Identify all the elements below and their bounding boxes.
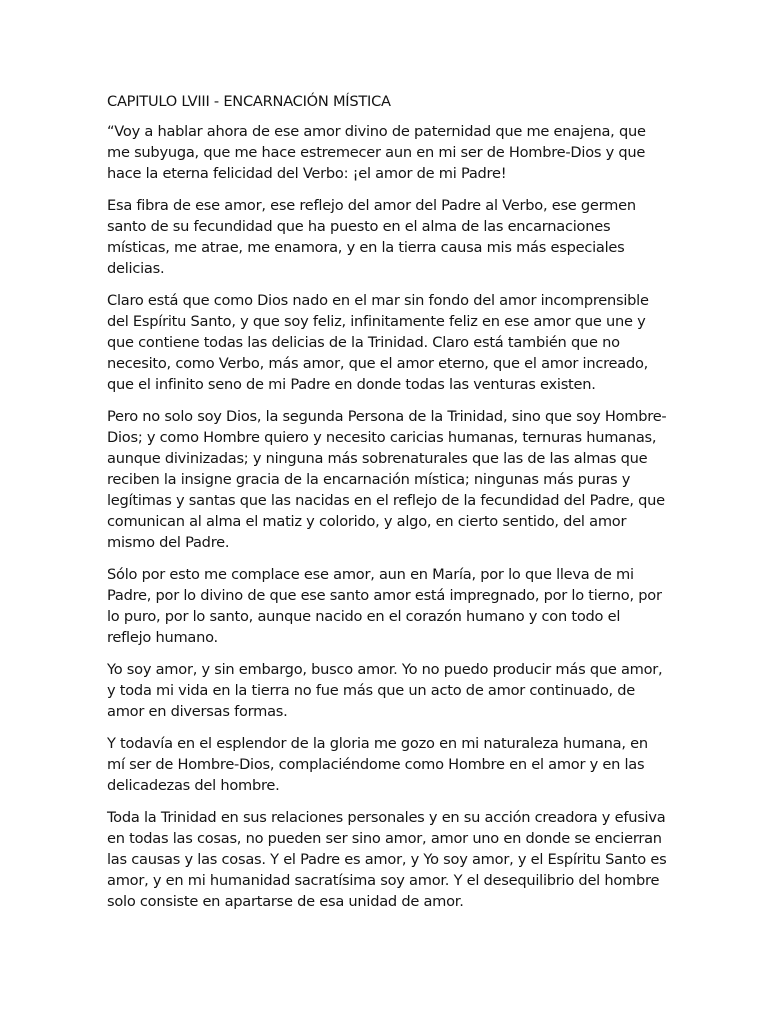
- chapter-title: CAPITULO LVIII - ENCARNACIÓN MÍSTICA: [107, 93, 391, 110]
- paragraph-6: Yo soy amor, y sin embargo, busco amor. Yo no puedo producir más que amor, y toda mi vida en la tierra no fue más que un acto de amor continuado, de amor en diversas formas.: [107, 661, 663, 720]
- paragraph-4: Pero no solo soy Dios, la segunda Persona de la Trinidad, sino que soy Hombre-Dios; y como Hombre quiero y necesito caricias humanas, ternuras humanas, aunque divinizadas; y ninguna más sobrenaturales que las de las almas que reciben la insigne gracia de la encarnación mística; ningunas más puras y legítimas y santas que las nacidas en el reflejo de la fecundidad del Padre, que comunican al alma el matiz y colorido, y algo, en cierto sentido, del amor mismo del Padre.: [107, 408, 667, 551]
- paragraph-3: Claro está que como Dios nado en el mar sin fondo del amor incomprensible del Espíritu Santo, y que soy feliz, infinitamente feliz en ese amor que une y que contiene todas las delicias de la Trinidad. Claro está también que no necesito, como Verbo, más amor, que el amor eterno, que el amor increado, que el infinito seno de mi Padre en donde todas las venturas existen.: [107, 292, 649, 393]
- paragraph-7: Y todavía en el esplendor de la gloria me gozo en mi naturaleza humana, en mí ser de Hombre-Dios, complaciéndome como Hombre en el amor y en las delicadezas del hombre.: [107, 735, 648, 794]
- paragraph-8: Toda la Trinidad en sus relaciones personales y en su acción creadora y efusiva en todas las cosas, no pueden ser sino amor, amor uno en donde se encierran las causas y las cosas. Y el Padre es amor, y Yo soy amor, y el Espíritu Santo es amor, y en mi humanidad sacratísima soy amor. Y el desequilibrio del hombre solo consiste en apartarse de esa unidad de amor.: [107, 809, 667, 910]
- paragraph-5: Sólo por esto me complace ese amor, aun en María, por lo que lleva de mi Padre, por lo divino de que ese santo amor está impregnado, por lo tierno, por lo puro, por lo santo, aunque nacido en el corazón humano y con todo el reflejo humano.: [107, 566, 662, 646]
- paragraph-1: “Voy a hablar ahora de ese amor divino de paternidad que me enajena, que me subyuga, que me hace estremecer aun en mi ser de Hombre-Dios y que hace la eterna felicidad del Verbo: ¡el amor de mi Padre!: [107, 123, 646, 182]
- paragraph-2: Esa fibra de ese amor, ese reflejo del amor del Padre al Verbo, ese germen santo de su fecundidad que ha puesto en el alma de las encarnaciones místicas, me atrae, me enamora, y en la tierra causa mis más especiales delicias.: [107, 197, 636, 277]
- document-page: [107, 91, 667, 923]
